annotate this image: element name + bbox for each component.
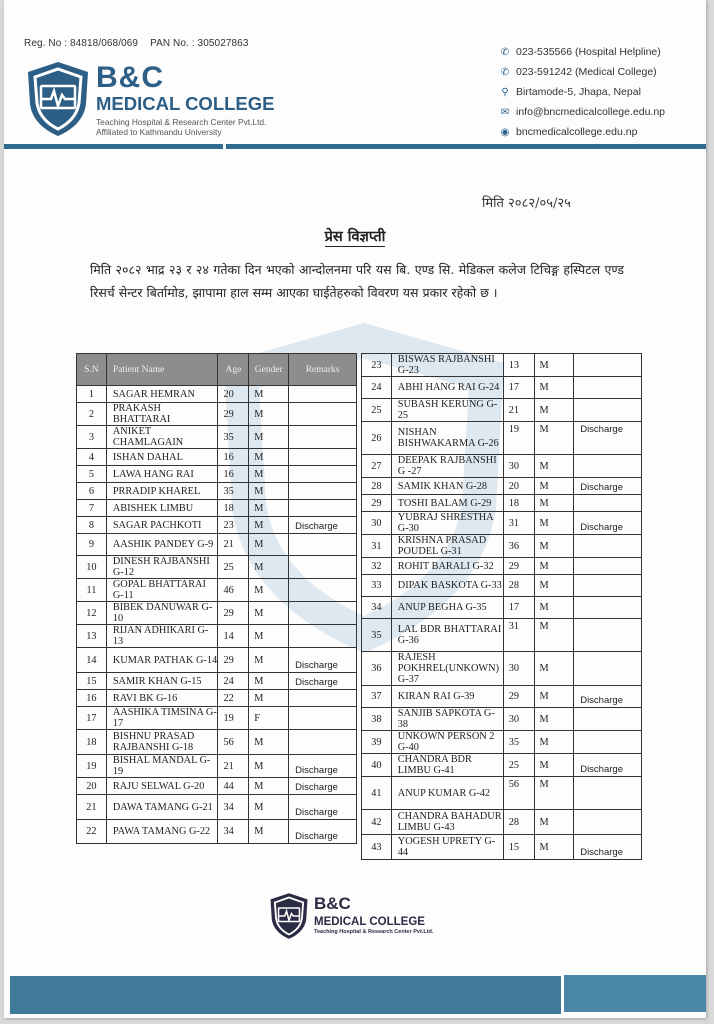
row-patient-name: SAGAR PACHKOTI — [106, 517, 218, 534]
mail-icon: ✉ — [500, 106, 510, 118]
header-sn: S.N — [77, 354, 107, 386]
row-gender: M — [249, 483, 289, 500]
row-gender: F — [249, 707, 289, 730]
row-sn: 2 — [77, 403, 107, 426]
row-gender: M — [249, 673, 289, 690]
row-sn: 9 — [77, 534, 107, 556]
row-sn: 41 — [362, 777, 392, 810]
row-patient-name: ISHAN DAHAL — [106, 449, 218, 466]
row-age: 19 — [503, 422, 534, 455]
row-sn: 11 — [77, 579, 107, 602]
document-date: मिति २०८२/०५/२५ — [482, 196, 571, 211]
table-row — [362, 754, 642, 777]
table-row — [77, 602, 357, 625]
row-patient-name: SAGAR HEMRAN — [106, 386, 218, 403]
row-sn: 6 — [77, 483, 107, 500]
row-gender: M — [249, 730, 289, 755]
table-row — [362, 558, 642, 575]
letterhead-page — [4, 0, 706, 1018]
contact-college-phone: ✆ 023-591242 (Medical College) — [498, 62, 665, 82]
row-remarks — [289, 625, 357, 648]
table-row — [362, 512, 642, 535]
contact-list — [498, 42, 665, 142]
row-gender: M — [534, 754, 574, 777]
row-gender: M — [249, 426, 289, 449]
row-gender: M — [534, 708, 574, 731]
row-age: 29 — [503, 686, 534, 708]
footer-shield-logo-icon — [268, 892, 310, 940]
row-age: 30 — [503, 652, 534, 686]
row-sn: 10 — [77, 556, 107, 579]
globe-icon: ◉ — [500, 126, 510, 138]
row-remarks — [289, 426, 357, 449]
row-patient-name: CHANDRA BAHADUR LIMBU G-43 — [391, 810, 503, 835]
row-sn: 33 — [362, 575, 392, 597]
row-sn: 38 — [362, 708, 392, 731]
table-row — [362, 597, 642, 619]
row-remarks: Discharge — [289, 755, 357, 778]
row-age: 29 — [218, 602, 249, 625]
table-row — [77, 707, 357, 730]
row-age: 31 — [503, 512, 534, 535]
row-sn: 39 — [362, 731, 392, 754]
row-age: 25 — [218, 556, 249, 579]
row-remarks: Discharge — [574, 754, 642, 777]
row-sn: 20 — [77, 778, 107, 795]
row-gender: M — [249, 755, 289, 778]
row-gender: M — [534, 731, 574, 754]
row-remarks — [289, 466, 357, 483]
row-remarks: Discharge — [289, 820, 357, 844]
row-remarks — [574, 535, 642, 558]
table-row — [77, 403, 357, 426]
row-patient-name: PAWA TAMANG G-22 — [106, 820, 218, 844]
row-sn: 17 — [77, 707, 107, 730]
row-age: 15 — [503, 835, 534, 860]
row-age: 17 — [503, 597, 534, 619]
row-sn: 19 — [77, 755, 107, 778]
table-row — [77, 449, 357, 466]
row-gender: M — [534, 835, 574, 860]
row-patient-name: KUMAR PATHAK G-14 — [106, 648, 218, 673]
table-row — [77, 673, 357, 690]
row-sn: 23 — [362, 354, 392, 377]
table-row — [77, 625, 357, 648]
row-remarks — [574, 558, 642, 575]
row-sn: 18 — [77, 730, 107, 755]
row-patient-name: BISHAL MANDAL G-19 — [106, 755, 218, 778]
row-remarks — [574, 619, 642, 652]
row-remarks — [574, 810, 642, 835]
row-remarks: Discharge — [289, 778, 357, 795]
row-sn: 8 — [77, 517, 107, 534]
contact-hospital-phone: ✆ 023-535566 (Hospital Helpline) — [498, 42, 665, 62]
row-gender: M — [534, 558, 574, 575]
table-row — [362, 575, 642, 597]
row-sn: 21 — [77, 795, 107, 820]
row-age: 21 — [218, 534, 249, 556]
table-row — [77, 556, 357, 579]
footer-bar-right — [564, 975, 706, 1012]
row-age: 14 — [218, 625, 249, 648]
table-row — [77, 778, 357, 795]
row-sn: 31 — [362, 535, 392, 558]
table-row — [77, 755, 357, 778]
footer-bar-left — [10, 976, 561, 1014]
registration-info — [24, 38, 249, 49]
footer-brand-subtitle: Teaching Hospital & Research Center Pvt.Ltd. — [314, 929, 434, 935]
row-gender: M — [534, 377, 574, 399]
row-patient-name: KRISHNA PRASAD POUDEL G-31 — [391, 535, 503, 558]
row-age: 34 — [218, 795, 249, 820]
row-remarks — [289, 690, 357, 707]
row-remarks — [574, 495, 642, 512]
row-sn: 34 — [362, 597, 392, 619]
row-patient-name: RIJAN ADHIKARI G-13 — [106, 625, 218, 648]
row-gender: M — [249, 500, 289, 517]
row-age: 28 — [503, 810, 534, 835]
row-age: 28 — [503, 575, 534, 597]
row-sn: 25 — [362, 399, 392, 422]
footer-brand-college: MEDICAL COLLEGE — [314, 916, 425, 928]
row-age: 20 — [503, 478, 534, 495]
document-body: मिति २०८२ भाद्र २३ र २४ गतेका दिन भएको आन्दोलनमा परि यस बि. एण्ड सि. मेडिकल कलेज टिचिङ्ग हस्पिटल एण्ड रिसर्च सेन्टर बिर्तामोड, झापामा हाल सम्म आएका घाईतेहरुको विवरण यस प्रकार रहेको छ । — [90, 262, 624, 300]
shield-heartbeat-logo-icon — [24, 60, 92, 138]
row-remarks — [289, 403, 357, 426]
row-gender: M — [534, 535, 574, 558]
row-remarks: Discharge — [289, 648, 357, 673]
row-patient-name: DINESH RAJBANSHI G-12 — [106, 556, 218, 579]
row-age: 16 — [218, 466, 249, 483]
row-gender: M — [249, 690, 289, 707]
row-remarks: Discharge — [289, 517, 357, 534]
row-age: 18 — [218, 500, 249, 517]
row-age: 17 — [503, 377, 534, 399]
row-remarks — [574, 455, 642, 478]
row-gender: M — [534, 652, 574, 686]
header-divider-right — [226, 144, 706, 149]
table-row — [77, 483, 357, 500]
table-row — [77, 517, 357, 534]
table-row — [77, 500, 357, 517]
header-gender: Gender — [249, 354, 289, 386]
table-row — [362, 422, 642, 455]
row-patient-name: GOPAL BHATTARAI G-11 — [106, 579, 218, 602]
row-patient-name: AASHIKA TIMSINA G-17 — [106, 707, 218, 730]
row-gender: M — [534, 495, 574, 512]
row-patient-name: ANUP BEGHA G-35 — [391, 597, 503, 619]
row-patient-name: RAVI BK G-16 — [106, 690, 218, 707]
row-age: 46 — [218, 579, 249, 602]
header-divider-left — [4, 144, 223, 149]
row-gender: M — [249, 517, 289, 534]
table-row — [77, 426, 357, 449]
contact-email[interactable]: ✉ info@bncmedicalcollege.edu.np — [498, 102, 665, 122]
row-gender: M — [249, 778, 289, 795]
row-remarks — [289, 602, 357, 625]
contact-address: ⚲ Birtamode-5, Jhapa, Nepal — [498, 82, 665, 102]
row-gender: M — [249, 466, 289, 483]
row-sn: 42 — [362, 810, 392, 835]
row-sn: 1 — [77, 386, 107, 403]
table-row — [77, 820, 357, 844]
table-header-row — [77, 354, 357, 386]
row-sn: 5 — [77, 466, 107, 483]
row-remarks — [574, 777, 642, 810]
row-patient-name: LAWA HANG RAI — [106, 466, 218, 483]
reg-number: Reg. No : 84818/068/069 — [24, 38, 139, 49]
row-remarks — [289, 556, 357, 579]
row-patient-name: PRAKASH BHATTARAI — [106, 403, 218, 426]
row-sn: 15 — [77, 673, 107, 690]
row-sn: 32 — [362, 558, 392, 575]
row-patient-name: TOSHI BALAM G-29 — [391, 495, 503, 512]
row-patient-name: SANJIB SAPKOTA G-38 — [391, 708, 503, 731]
row-gender: M — [249, 403, 289, 426]
row-gender: M — [534, 354, 574, 377]
row-remarks — [289, 386, 357, 403]
row-age: 56 — [503, 777, 534, 810]
row-age: 35 — [218, 426, 249, 449]
row-patient-name: KIRAN RAI G-39 — [391, 686, 503, 708]
table-row — [362, 652, 642, 686]
row-gender: M — [534, 512, 574, 535]
row-sn: 14 — [77, 648, 107, 673]
row-remarks — [289, 500, 357, 517]
table-row — [362, 810, 642, 835]
row-age: 35 — [503, 731, 534, 754]
row-patient-name: BIBEK DANUWAR G-10 — [106, 602, 218, 625]
row-patient-name: DEEPAK RAJBANSHI G -27 — [391, 455, 503, 478]
table-row — [362, 619, 642, 652]
row-gender: M — [534, 455, 574, 478]
row-sn: 36 — [362, 652, 392, 686]
row-sn: 26 — [362, 422, 392, 455]
row-patient-name: RAJESH POKHREL(UNKOWN) G-37 — [391, 652, 503, 686]
row-age: 25 — [503, 754, 534, 777]
row-remarks — [574, 575, 642, 597]
table-row — [362, 399, 642, 422]
row-age: 20 — [218, 386, 249, 403]
row-gender: M — [249, 449, 289, 466]
row-gender: M — [534, 399, 574, 422]
patients-table-right — [361, 353, 642, 860]
row-gender: M — [534, 810, 574, 835]
row-patient-name: SAMIK KHAN G-28 — [391, 478, 503, 495]
table-row — [362, 535, 642, 558]
row-gender: M — [534, 575, 574, 597]
row-gender: M — [534, 686, 574, 708]
row-age: 29 — [503, 558, 534, 575]
row-remarks — [289, 730, 357, 755]
row-remarks — [574, 731, 642, 754]
row-sn: 27 — [362, 455, 392, 478]
row-age: 21 — [503, 399, 534, 422]
row-patient-name: SUBASH KERUNG G-25 — [391, 399, 503, 422]
row-patient-name: NISHAN BISHWAKARMA G-26 — [391, 422, 503, 455]
row-sn: 7 — [77, 500, 107, 517]
brand-affiliation: Affiliated to Kathmandu University — [96, 127, 222, 137]
row-age: 16 — [218, 449, 249, 466]
footer-brand-name: B&C — [314, 894, 351, 913]
row-sn: 12 — [77, 602, 107, 625]
row-patient-name: ABISHEK LIMBU — [106, 500, 218, 517]
row-sn: 28 — [362, 478, 392, 495]
row-gender: M — [534, 478, 574, 495]
table-row — [362, 354, 642, 377]
row-sn: 43 — [362, 835, 392, 860]
row-gender: M — [249, 534, 289, 556]
row-gender: M — [534, 422, 574, 455]
row-age: 24 — [218, 673, 249, 690]
table-row — [362, 777, 642, 810]
table-row — [77, 386, 357, 403]
row-sn: 35 — [362, 619, 392, 652]
row-age: 21 — [218, 755, 249, 778]
row-age: 30 — [503, 708, 534, 731]
table-row — [77, 648, 357, 673]
row-patient-name: CHANDRA BDR LIMBU G-41 — [391, 754, 503, 777]
table-row — [77, 466, 357, 483]
footer-brand-block — [314, 895, 433, 936]
row-patient-name: BISHNU PRASAD RAJBANSHI G-18 — [106, 730, 218, 755]
row-gender: M — [249, 648, 289, 673]
row-patient-name: PRRADIP KHAREL — [106, 483, 218, 500]
table-row — [362, 686, 642, 708]
brand-college: MEDICAL COLLEGE — [96, 93, 275, 114]
row-age: 19 — [218, 707, 249, 730]
row-sn: 29 — [362, 495, 392, 512]
row-remarks — [574, 652, 642, 686]
row-remarks — [289, 579, 357, 602]
table-row — [77, 690, 357, 707]
row-patient-name: ABHI HANG RAI G-24 — [391, 377, 503, 399]
row-gender: M — [249, 625, 289, 648]
row-remarks: Discharge — [574, 478, 642, 495]
table-row — [362, 377, 642, 399]
row-remarks — [574, 399, 642, 422]
row-age: 36 — [503, 535, 534, 558]
row-patient-name: DAWA TAMANG G-21 — [106, 795, 218, 820]
row-patient-name: DIPAK BASKOTA G-33 — [391, 575, 503, 597]
row-patient-name: YOGESH UPRETY G-44 — [391, 835, 503, 860]
row-gender: M — [249, 602, 289, 625]
brand-block — [96, 63, 275, 137]
row-age: 30 — [503, 455, 534, 478]
contact-website[interactable]: ◉ bncmedicalcollege.edu.np — [498, 122, 665, 142]
row-gender: M — [534, 619, 574, 652]
phone-icon: ✆ — [500, 46, 510, 58]
row-sn: 40 — [362, 754, 392, 777]
row-remarks: Discharge — [289, 795, 357, 820]
row-patient-name: ROHIT BARALI G-32 — [391, 558, 503, 575]
row-remarks: Discharge — [574, 686, 642, 708]
row-age: 29 — [218, 403, 249, 426]
row-patient-name: AASHIK PANDEY G-9 — [106, 534, 218, 556]
patients-table-left — [76, 353, 357, 844]
row-sn: 3 — [77, 426, 107, 449]
row-patient-name: ANIKET CHAMLAGAIN — [106, 426, 218, 449]
row-age: 18 — [503, 495, 534, 512]
brand-name: B&C — [96, 61, 164, 94]
row-patient-name: SAMIR KHAN G-15 — [106, 673, 218, 690]
row-gender: M — [249, 386, 289, 403]
row-sn: 24 — [362, 377, 392, 399]
row-gender: M — [249, 795, 289, 820]
row-patient-name: YUBRAJ SHRESTHA G-30 — [391, 512, 503, 535]
table-row — [362, 835, 642, 860]
row-patient-name: ANUP KUMAR G-42 — [391, 777, 503, 810]
row-age: 23 — [218, 517, 249, 534]
location-pin-icon: ⚲ — [501, 86, 509, 98]
row-gender: M — [534, 777, 574, 810]
row-remarks — [289, 707, 357, 730]
table-row — [77, 795, 357, 820]
header-age: Age — [218, 354, 249, 386]
row-remarks — [574, 708, 642, 731]
row-remarks — [289, 483, 357, 500]
row-sn: 37 — [362, 686, 392, 708]
row-sn: 16 — [77, 690, 107, 707]
table-row — [77, 534, 357, 556]
row-patient-name: BISWAS RAJBANSHI G-23 — [391, 354, 503, 377]
pan-number: PAN No. : 305027863 — [150, 38, 249, 49]
row-remarks — [574, 597, 642, 619]
row-patient-name: LAL BDR BHATTARAI G-36 — [391, 619, 503, 652]
row-remarks: Discharge — [574, 835, 642, 860]
row-remarks — [574, 377, 642, 399]
row-age: 31 — [503, 619, 534, 652]
table-row — [77, 730, 357, 755]
brand-subtitle: Teaching Hospital & Research Center Pvt.Ltd. — [96, 117, 267, 127]
row-age: 44 — [218, 778, 249, 795]
row-gender: M — [249, 579, 289, 602]
row-remarks: Discharge — [574, 422, 642, 455]
row-remarks: Discharge — [289, 673, 357, 690]
document-title: प्रेस विज्ञप्ती — [324, 228, 386, 245]
table-row — [362, 708, 642, 731]
table-row — [362, 731, 642, 754]
row-gender: M — [249, 820, 289, 844]
row-gender: M — [534, 597, 574, 619]
header-patient-name: Patient Name — [106, 354, 218, 386]
table-row — [362, 455, 642, 478]
phone-icon: ✆ — [500, 66, 510, 78]
table-row — [362, 495, 642, 512]
row-sn: 4 — [77, 449, 107, 466]
row-age: 34 — [218, 820, 249, 844]
row-sn: 13 — [77, 625, 107, 648]
row-patient-name: RAJU SELWAL G-20 — [106, 778, 218, 795]
row-age: 22 — [218, 690, 249, 707]
row-remarks: Discharge — [574, 512, 642, 535]
row-remarks — [289, 449, 357, 466]
table-row — [77, 579, 357, 602]
row-gender: M — [249, 556, 289, 579]
row-remarks — [289, 534, 357, 556]
table-row — [362, 478, 642, 495]
row-sn: 22 — [77, 820, 107, 844]
row-age: 13 — [503, 354, 534, 377]
row-sn: 30 — [362, 512, 392, 535]
row-age: 29 — [218, 648, 249, 673]
row-patient-name: UNKOWN PERSON 2 G-40 — [391, 731, 503, 754]
row-age: 35 — [218, 483, 249, 500]
row-age: 56 — [218, 730, 249, 755]
row-remarks — [574, 354, 642, 377]
header-remarks: Remarks — [289, 354, 357, 386]
